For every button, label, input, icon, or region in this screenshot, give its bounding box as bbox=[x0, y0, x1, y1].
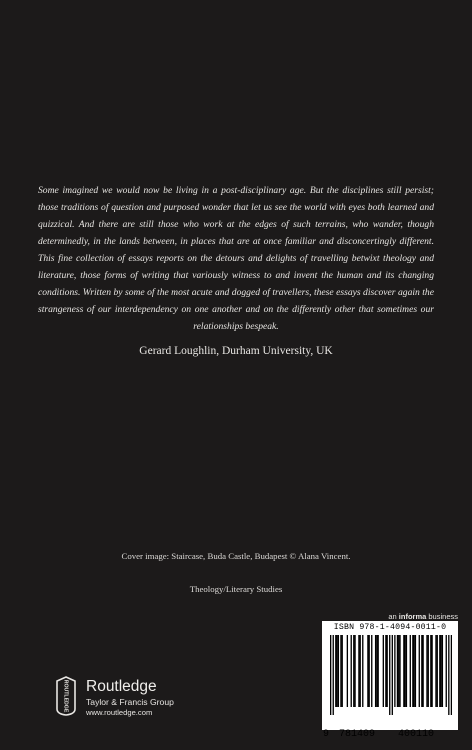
barcode-bar bbox=[353, 635, 354, 707]
barcode-bar bbox=[419, 635, 420, 707]
barcode-bar bbox=[376, 635, 377, 707]
barcode-bar bbox=[375, 635, 376, 707]
barcode-bar bbox=[431, 635, 432, 707]
barcode-bar bbox=[351, 635, 352, 707]
barcode-bar bbox=[358, 635, 359, 707]
barcode-bar bbox=[369, 635, 370, 707]
barcode-bar bbox=[422, 635, 423, 707]
barcode-bar bbox=[404, 635, 405, 707]
barcode-bar bbox=[412, 635, 413, 707]
blurb-attribution: Gerard Loughlin, Durham University, UK bbox=[139, 345, 333, 357]
barcode-bar bbox=[330, 635, 331, 715]
barcode-bars bbox=[330, 635, 452, 715]
barcode-bar bbox=[413, 635, 414, 707]
barcode-bar bbox=[440, 635, 441, 707]
barcode-bar bbox=[403, 635, 404, 707]
barcode-bar bbox=[371, 635, 372, 707]
routledge-logo-icon bbox=[56, 676, 76, 716]
barcode-bar bbox=[415, 635, 416, 707]
barcode-bar bbox=[430, 635, 431, 707]
barcode-bar bbox=[336, 635, 337, 707]
subject-category: Theology/Literary Studies bbox=[189, 584, 283, 594]
barcode-bar bbox=[451, 635, 452, 715]
barcode-bar bbox=[354, 635, 355, 707]
barcode-bar bbox=[383, 635, 384, 707]
informa-suffix: business bbox=[428, 612, 458, 621]
barcode-bar bbox=[387, 635, 388, 707]
barcode-bar bbox=[428, 635, 429, 707]
barcode-bar bbox=[362, 635, 363, 707]
barcode-bar bbox=[421, 635, 422, 707]
barcode-bar bbox=[426, 635, 427, 707]
barcode-bar bbox=[446, 635, 447, 707]
barcode-bar bbox=[397, 635, 398, 707]
barcode-bar bbox=[335, 635, 336, 707]
barcode-bar bbox=[394, 635, 395, 707]
barcode-bar bbox=[333, 635, 334, 715]
ean-first-digit: 9 bbox=[323, 729, 330, 740]
barcode-bar bbox=[340, 635, 341, 707]
barcode-bar bbox=[360, 635, 361, 707]
barcode-bar bbox=[435, 635, 436, 707]
barcode-bar bbox=[398, 635, 399, 707]
isbn-number: ISBN 978-1-4094-0011-0 bbox=[333, 623, 447, 632]
publisher-url[interactable]: www.routledge.com bbox=[86, 708, 153, 717]
barcode-bar bbox=[399, 635, 400, 707]
informa-prefix: an bbox=[388, 612, 397, 621]
publisher-name: Routledge bbox=[86, 678, 157, 695]
barcode-bar bbox=[448, 635, 449, 715]
isbn-barcode bbox=[322, 621, 458, 740]
barcode-bar bbox=[367, 635, 368, 707]
informa-brand: informa bbox=[398, 612, 427, 621]
back-cover-blurb bbox=[38, 182, 434, 335]
barcode-bar bbox=[392, 635, 393, 715]
barcode-bar bbox=[406, 635, 407, 707]
barcode-bar bbox=[442, 635, 443, 707]
barcode-bar bbox=[437, 635, 438, 707]
barcode-bar bbox=[410, 635, 411, 707]
barcode-bar bbox=[385, 635, 386, 707]
cover-image-credit: Cover image: Staircase, Buda Castle, Budapest © Alana Vincent. bbox=[121, 551, 351, 561]
barcode-bar bbox=[389, 635, 390, 715]
informa-tagline bbox=[326, 612, 458, 621]
barcode-bar bbox=[439, 635, 440, 707]
barcode-bar bbox=[342, 635, 343, 707]
barcode-bar bbox=[347, 635, 348, 707]
barcode-bar bbox=[378, 635, 379, 707]
blurb-text: Some imagined we would now be living in a post-disciplinary age. But the disciplines still persist; those traditions of question and purposed wonder that let us see the world with eyes both learned and quizzical. And there are still those who work at the edges of such terrains, who wander, though determinedly, in the lands between, in places that are at once familiar and disconcertingly different. This fine collection of essays reports on the detours and delights of travelling betwixt theology and literature, those forms of writing that variously witness to and invent the human and its changing conditions. Written by some of the most acute and dogged of travellers, these essays discover again the strangeness of our interdependency on one another and on the differently other that sometimes our relationships bespeak. bbox=[38, 185, 434, 332]
ean-right-group: 400110 bbox=[398, 729, 435, 740]
barcode-bar bbox=[338, 635, 339, 707]
routledge-logo-text: ROUTLEDGE bbox=[62, 679, 69, 713]
ean-left-group: 781409 bbox=[339, 729, 376, 740]
publisher-group: Taylor & Francis Group bbox=[86, 697, 174, 707]
